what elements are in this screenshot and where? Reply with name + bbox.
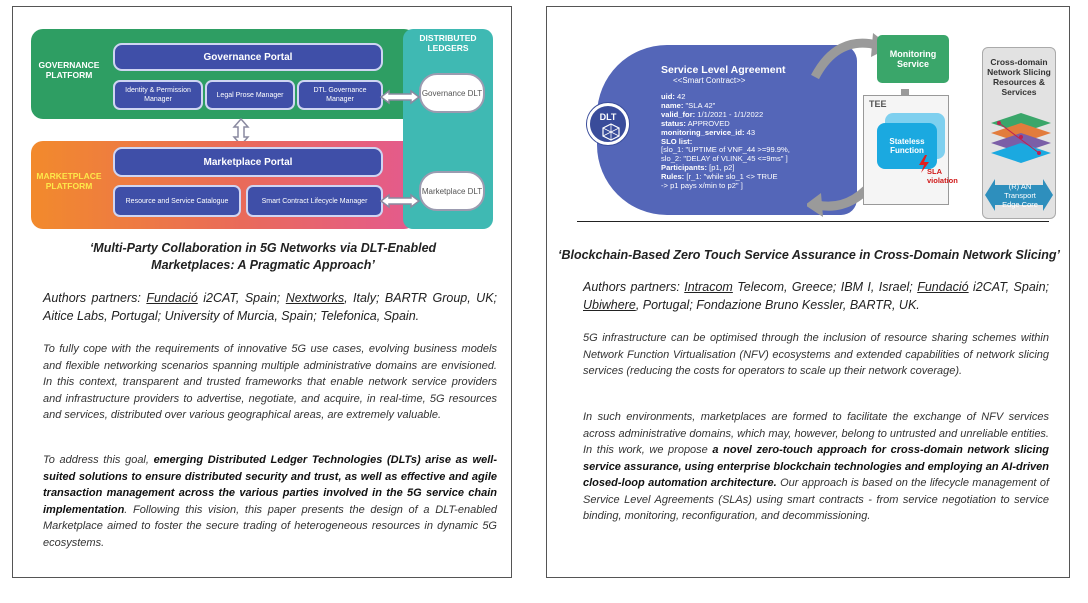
- right-paper-title: ‘Blockchain-Based Zero Touch Service Assurance in Cross-Domain Network Slicing’: [558, 248, 1060, 262]
- left-paper-title: ‘Multi-Party Collaboration in 5G Networks via DLT-Enabled Marketplaces: A Pragmatic Approach’: [89, 241, 437, 272]
- para-text: . Following this vision, this paper presents the design of a DLT-enabled Marketplace aimed to foster the secure trading of heterogeneous resources in dynamic 5G ecosystems.: [43, 503, 497, 549]
- ran-transport-label: (R) AN Transport Edge Core: [1002, 182, 1038, 209]
- author-link[interactable]: Ubiwhere: [583, 298, 636, 312]
- governance-platform-label: GOVERNANCE PLATFORM: [38, 60, 100, 80]
- smart-contract-lifecycle-manager: Smart Contract Lifecycle Manager: [246, 185, 383, 217]
- para-text: To address this goal,: [43, 454, 154, 466]
- authors-text: i2CAT, Spain;: [968, 280, 1049, 294]
- para-bold-text: a novel zero-touch approach for cross-domain network slicing service assurance, using enterprise blockchain technologies and employing an AI-driven closed-loop automation architecture.: [583, 444, 1050, 489]
- monitoring-service-box: Monitoring Service: [877, 35, 949, 83]
- author-link[interactable]: Fundació: [917, 280, 969, 294]
- governance-dlt-cloud: Governance DLT: [419, 73, 485, 113]
- title-divider: [577, 221, 1049, 222]
- cross-domain-label: Cross-domain Network Slicing Resources & Services: [987, 57, 1051, 97]
- right-architecture-diagram: [587, 17, 1057, 222]
- slice-layers-icon: [989, 109, 1053, 171]
- right-paragraph-1: 5G infrastructure can be optimised through the inclusion of resource sharing schemes within Network Function Virtualisation (NFV) ecosystems and extended capabilities of network slicing services (reducing the costs for operators to scale up their network coverage).: [583, 332, 1049, 377]
- authors-prefix: Authors partners:: [583, 280, 685, 294]
- identity-permission-manager: Identity & Permission Manager: [113, 80, 203, 110]
- sla-fields: [661, 93, 831, 191]
- field-value: 43: [744, 127, 756, 137]
- right-paper-card: [546, 6, 1070, 578]
- distributed-ledgers-label: DISTRIBUTED LEDGERS: [419, 33, 477, 53]
- author-link[interactable]: Nextworks: [285, 291, 345, 305]
- field-key: monitoring_service_id:: [661, 127, 745, 137]
- field-value: "SLA 42": [683, 100, 716, 110]
- left-paragraph-1: To fully cope with the requirements of innovative 5G use cases, evolving business models and flexible networking scenarios spanning multiple administrative domains are envisioned. In this context, transparent and trusted frameworks that enable network service providers and infrastructure providers to advertise, negotiate, and acquire, in real-time, 5G resources and services, distributed over various geographical areas, are extremely valuable.: [43, 343, 497, 421]
- sla-slo-2: slo_2: "DELAY of VLINK_45 <=9ms" ]: [661, 154, 788, 164]
- para-text: Our approach is based on the lifecycle management of Service Level Agreements (SLAs) using smart contracts - from service negotiation to service binding, monitoring, reconfiguration, and decommissioning.: [583, 477, 1050, 522]
- stateless-function-box: Stateless Function: [877, 123, 937, 169]
- left-architecture-diagram: [31, 23, 496, 229]
- governance-portal-box: Governance Portal: [113, 43, 383, 71]
- dlt-badge-label: DLT: [599, 112, 617, 122]
- field-value: [r_1: "while slo_1 <> TRUE: [684, 172, 778, 182]
- authors-text: , Italy; BARTR Group, UK; Aitice Labs, Portugal; University of Murcia, Spain; Telefonica, Spain.: [43, 291, 498, 323]
- field-key: SLO list:: [661, 136, 693, 146]
- field-value: APPROVED: [685, 118, 730, 128]
- sla-slo-1: [slo_1: "UPTIME of VNF_44 >=99.9%,: [661, 145, 790, 155]
- dlt-badge: [587, 103, 629, 145]
- field-key: name:: [661, 100, 684, 110]
- field-key: Rules:: [661, 172, 685, 182]
- field-key: status:: [661, 118, 686, 128]
- governance-dlt-arrow-icon: [379, 89, 421, 105]
- field-value: [p1, p2]: [707, 163, 735, 173]
- marketplace-portal-box: Marketplace Portal: [113, 147, 383, 177]
- sla-rules-row-2: -> p1 pays x/min to p2" ]: [661, 181, 743, 191]
- marketplace-dlt-arrow-icon: [379, 193, 421, 209]
- left-paper-card: [12, 6, 512, 578]
- field-value: 1/1/2021 - 1/1/2022: [695, 109, 764, 119]
- authors-text: , Portugal; Fondazione Bruno Kessler, BARTR, UK.: [635, 298, 920, 312]
- authors-text: Telecom, Greece; IBM I, Israel;: [732, 280, 918, 294]
- field-key: Participants:: [661, 163, 707, 173]
- dtl-governance-manager: DTL Governance Manager: [297, 80, 383, 110]
- marketplace-dlt-cloud: Marketplace DLT: [419, 171, 485, 211]
- sla-title: Service Level Agreement: [661, 64, 786, 76]
- sla-violation-label: SLA violation: [927, 167, 958, 185]
- right-paragraph-2: [583, 409, 1049, 525]
- resource-service-catalogue: Resource and Service Catalogue: [113, 185, 241, 217]
- left-authors: [43, 289, 497, 325]
- legal-prose-manager: Legal Prose Manager: [205, 80, 295, 110]
- author-link[interactable]: Fundació: [146, 291, 198, 305]
- authors-prefix: Authors partners:: [43, 291, 147, 305]
- marketplace-platform-label: MARKETPLACE PLATFORM: [36, 171, 102, 191]
- field-value: 42: [674, 92, 686, 101]
- field-key: valid_for:: [661, 109, 696, 119]
- left-paragraph-2: [43, 452, 497, 551]
- para-bold-text: emerging Distributed Ledger Technologies (DLTs) arise as well-suited solutions to ensure distributed security and trust, as well as effective and agile transaction management across the various parties involved in the 5G service chain implementation: [43, 454, 497, 516]
- authors-text: i2CAT, Spain;: [197, 291, 286, 305]
- right-authors: [583, 278, 1049, 314]
- network-hexagon-icon: [590, 122, 632, 142]
- para-text: In such environments, marketplaces are formed to facilitate the exchange of NFV services across administrative domains, which may, however, belong to untrusted and unreliable entities. In this work, we propose: [583, 411, 1049, 456]
- author-link[interactable]: Intracom: [684, 280, 733, 294]
- field-key: uid:: [661, 92, 675, 101]
- tee-label: TEE: [869, 99, 887, 109]
- sla-subtitle: <<Smart Contract>>: [673, 76, 746, 85]
